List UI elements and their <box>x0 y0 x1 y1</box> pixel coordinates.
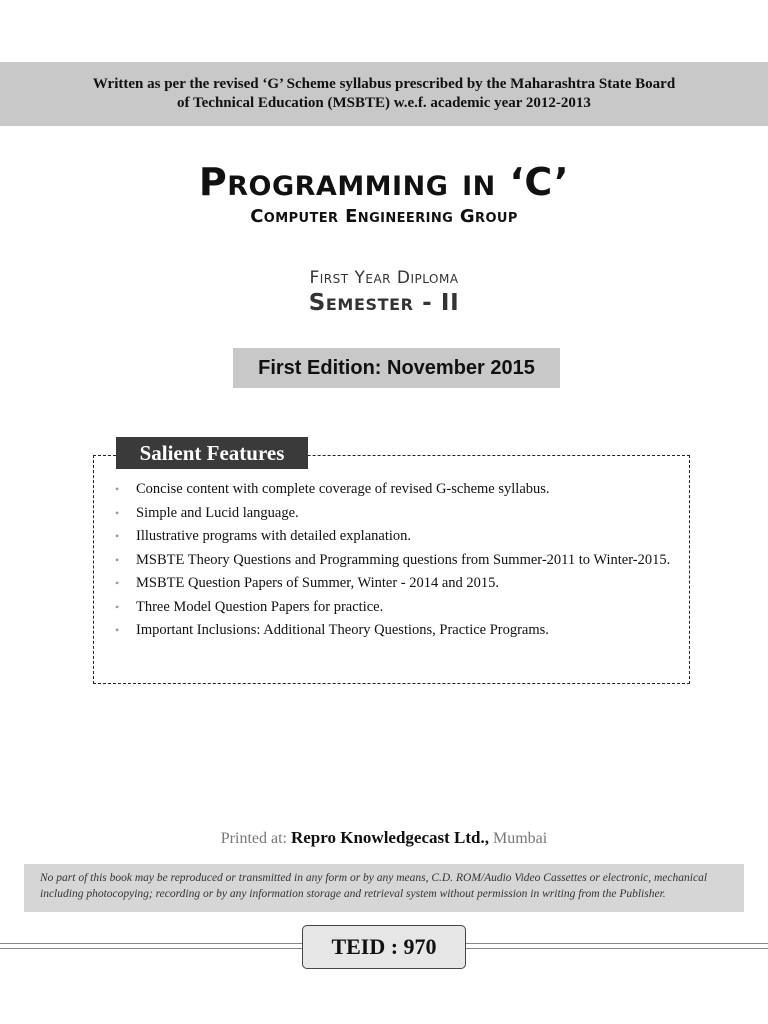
feature-item <box>115 525 678 549</box>
feature-text: Simple and Lucid language. <box>136 504 299 521</box>
banner-line-2: of Technical Education (MSBTE) w.e.f. academic year 2012-2013 <box>177 95 591 111</box>
bullet-icon: • <box>115 576 120 590</box>
syllabus-banner <box>0 62 768 126</box>
disclaimer-line-1: No part of this book may be reproduced or transmitted in any form or by any means, C.D. ROM/Audio Video Cassettes or electronic, mechanical <box>40 872 708 884</box>
bullet-icon: • <box>115 599 120 614</box>
feature-item <box>115 549 678 573</box>
diploma-year: First Year Diploma <box>309 268 459 288</box>
edition-badge: First Edition: November 2015 <box>233 348 560 388</box>
banner-line-1: Written as per the revised ‘G’ Scheme syllabus prescribed by the Maharashtra State Board <box>92 76 676 92</box>
printer-label: Printed at: <box>220 830 287 847</box>
bullet-icon: • <box>115 505 120 520</box>
book-title: Programming in ‘C’ <box>198 160 570 204</box>
salient-features-heading: Salient Features <box>116 437 308 469</box>
teid-badge: TEID : 970 <box>302 925 466 969</box>
feature-item <box>115 502 678 526</box>
feature-text: Concise content with complete coverage of revised G-scheme syllabus. <box>136 481 550 497</box>
feature-text: Illustrative programs with detailed explanation. <box>136 528 412 544</box>
printer-credit <box>0 828 768 848</box>
bullet-icon: • <box>115 482 120 496</box>
feature-item <box>115 478 678 502</box>
feature-item <box>115 596 678 620</box>
disclaimer-line-2: including photocopying; recording or by any information storage and retrieval system without permission in writing from the Publisher. <box>40 888 666 900</box>
feature-item <box>115 572 678 596</box>
bullet-icon: • <box>115 623 120 637</box>
copyright-disclaimer <box>24 864 744 912</box>
feature-text: Important Inclusions: Additional Theory Questions, Practice Programs. <box>136 622 549 638</box>
book-subtitle: Computer Engineering Group <box>250 206 518 227</box>
feature-text: Three Model Question Papers for practice. <box>136 598 384 615</box>
semester-label: Semester - II <box>308 290 460 316</box>
feature-text: MSBTE Question Papers of Summer, Winter - 2014 and 2015. <box>136 575 500 591</box>
bullet-icon: • <box>115 552 120 567</box>
salient-features-list <box>115 478 678 643</box>
printer-name: Repro Knowledgecast Ltd., <box>290 828 489 847</box>
printer-city: Mumbai <box>493 830 548 847</box>
feature-text: MSBTE Theory Questions and Programming questions from Summer-2011 to Winter-2015. <box>136 551 671 568</box>
feature-item <box>115 619 678 643</box>
bullet-icon: • <box>115 529 120 543</box>
